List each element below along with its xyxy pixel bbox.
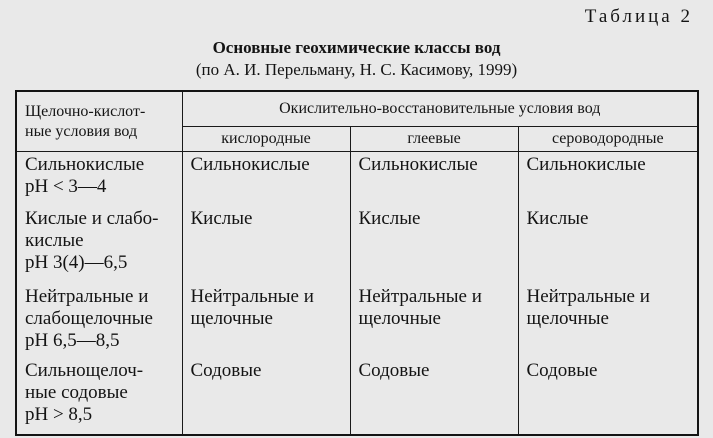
value-line: Кислые bbox=[358, 208, 421, 229]
condition-line: pH < 3—4 bbox=[25, 176, 107, 197]
value-cell bbox=[182, 206, 350, 284]
value-line: Содовые bbox=[358, 360, 430, 381]
condition-line: кислые bbox=[25, 230, 84, 251]
corner-header-line: ные условия вод bbox=[25, 122, 138, 140]
value-cell bbox=[518, 152, 698, 207]
value-cell bbox=[182, 152, 350, 207]
condition-cell bbox=[16, 152, 182, 207]
value-line: Содовые bbox=[190, 360, 262, 381]
table-row bbox=[16, 206, 698, 284]
value-cell bbox=[350, 206, 518, 284]
value-line: Сильнокислые bbox=[358, 154, 478, 175]
value-line: Кислые bbox=[526, 208, 589, 229]
column-header-oxygen: кислородные bbox=[182, 127, 350, 152]
condition-line: pH 3(4)—6,5 bbox=[25, 252, 128, 273]
table-subtitle: (по А. И. Перельману, Н. С. Касимову, 1999) bbox=[195, 60, 518, 79]
condition-line: Кислые и слабо- bbox=[25, 208, 159, 229]
value-line: щелочные bbox=[358, 308, 441, 329]
value-cell bbox=[518, 206, 698, 284]
condition-line: Сильнощелоч- bbox=[25, 360, 144, 381]
value-cell bbox=[518, 284, 698, 358]
column-header-gley: глеевые bbox=[350, 127, 518, 152]
condition-cell bbox=[16, 358, 182, 435]
corner-header-line: Щелочно-кислот- bbox=[25, 102, 146, 120]
value-cell bbox=[350, 358, 518, 435]
table-row bbox=[16, 358, 698, 435]
value-line: Содовые bbox=[526, 360, 598, 381]
value-cell bbox=[350, 284, 518, 358]
value-line: Нейтральные и bbox=[358, 286, 482, 307]
condition-cell bbox=[16, 206, 182, 284]
value-cell bbox=[182, 284, 350, 358]
value-line: Нейтральные и bbox=[526, 286, 650, 307]
condition-cell bbox=[16, 284, 182, 358]
table-row bbox=[16, 152, 698, 207]
value-line: Сильнокислые bbox=[190, 154, 310, 175]
value-cell bbox=[350, 152, 518, 207]
value-line: Кислые bbox=[190, 208, 253, 229]
condition-line: Нейтральные и bbox=[25, 286, 149, 307]
corner-header bbox=[16, 91, 182, 152]
table-title: Основные геохимические классы вод bbox=[212, 38, 501, 57]
geochemical-classes-table bbox=[15, 90, 699, 436]
condition-line: Сильнокислые bbox=[25, 154, 145, 175]
condition-line: ные содовые bbox=[25, 382, 128, 403]
group-header: Окислительно-восстановительные условия вод bbox=[182, 91, 698, 127]
value-line: Нейтральные и bbox=[190, 286, 314, 307]
value-cell bbox=[518, 358, 698, 435]
value-cell bbox=[182, 358, 350, 435]
condition-line: pH 6,5—8,5 bbox=[25, 330, 120, 351]
column-header-hydrogen-sulfide: сероводородные bbox=[518, 127, 698, 152]
condition-line: pH > 8,5 bbox=[25, 404, 93, 425]
table-number: Таблица 2 bbox=[584, 6, 693, 27]
value-line: щелочные bbox=[190, 308, 273, 329]
value-line: щелочные bbox=[526, 308, 609, 329]
condition-line: слабощелочные bbox=[25, 308, 153, 329]
value-line: Сильнокислые bbox=[526, 154, 646, 175]
table-row bbox=[16, 284, 698, 358]
